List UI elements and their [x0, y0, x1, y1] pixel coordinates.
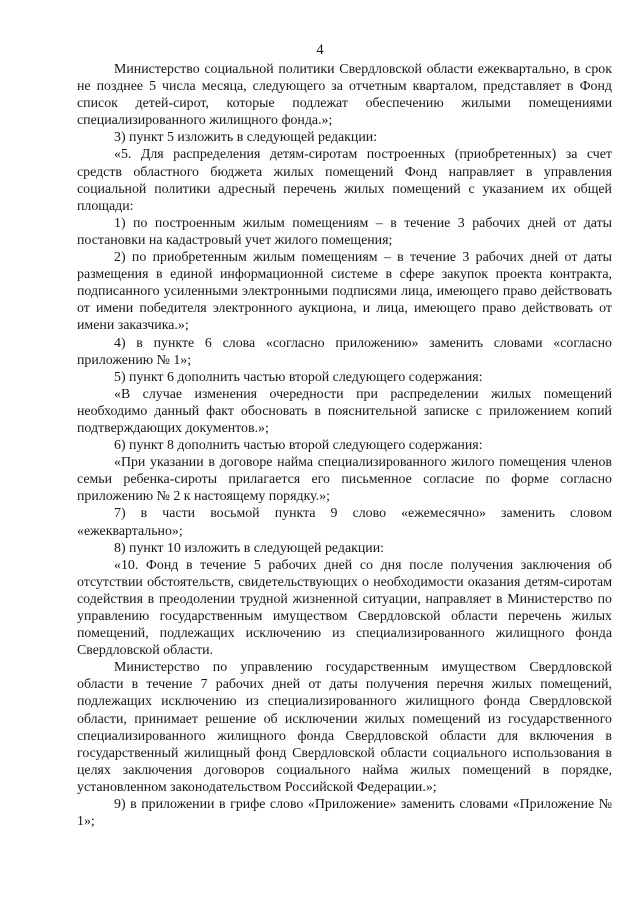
paragraph-item-4: 4) в пункте 6 слова «согласно приложению» заменить словами «согласно приложению № 1»; — [77, 335, 612, 368]
paragraph-item-5: 5) пункт 6 дополнить частью второй следующего содержания: — [114, 369, 483, 385]
document-body — [77, 61, 612, 830]
paragraph-item-9: 9) в приложении в грифе слово «Приложение» заменить словами «Приложение № 1»; — [77, 797, 612, 830]
paragraph-point-10: «10. Фонд в течение 5 рабочих дней со дня после получения заключения об отсутствии обстоятельств, свидетельствующих о необходимости оказания детям-сиротам содействия в преодолении трудной жизненной ситуации, направляет в Министерство по управлению государственным имуществом Свердловской области перечень жилых помещений, подлежащих исключению из специализированного жилищного фонда Свердловской области. — [77, 557, 612, 659]
paragraph-item-8: 8) пункт 10 изложить в следующей редакции: — [114, 540, 385, 556]
paragraph-ministry-list: Министерство социальной политики Свердловской области ежеквартально, в срок не позднее 5 числа месяца, следующего за отчетным кварталом, представляет в Фонд список детей-сирот, которые подлежат обеспечению жилыми помещениями специализированного жилищного фонда.»; — [77, 62, 612, 129]
paragraph-item-3: 3) пункт 5 изложить в следующей редакции: — [114, 130, 378, 146]
paragraph-point-8-addition: «При указании в договоре найма специализированного жилого помещения членов семьи ребенка-сироты прилагается его письменное согласие по форме согласно приложению № 2 к настоящему порядку.»; — [77, 455, 612, 505]
paragraph-point-10-part-2: Министерство по управлению государственным имуществом Свердловской области в течение 7 рабочих дней от даты получения перечня жилых помещений, подлежащих исключению из специализированного жилищного фонда Свердловской области, принимает решение об исключении жилых помещений из государственного специализированного жилищного фонда Свердловской области для включения в государственный жилищный фонд Свердловской области социального использования в целях заключения договоров социального найма жилых помещений в порядке, установленном законодательством Российской Федерации.»; — [77, 660, 612, 795]
paragraph-point-5-sub-1: 1) по построенным жилым помещениям – в течение 3 рабочих дней от даты постановки на кадастровый учет жилого помещения; — [77, 215, 612, 248]
paragraph-item-6: 6) пункт 8 дополнить частью второй следующего содержания: — [114, 438, 483, 454]
page-number: 4 — [316, 42, 324, 58]
paragraph-point-5-sub-2: 2) по приобретенным жилым помещениям – в течение 3 рабочих дней от даты размещения в единой информационной системе в сфере закупок проекта контракта, подписанного усиленными электронными подписями лица, имеющего право действовать от имени победителя электронного аукциона, и лица, имеющего право действовать от имени заказчика.»; — [77, 250, 612, 334]
paragraph-point-5: «5. Для распределения детям-сиротам построенных (приобретенных) за счет средств областного бюджета жилых помещений Фонд направляет в управления социальной политики адресный перечень жилых помещений с указанием их общей площади: — [77, 147, 612, 214]
paragraph-item-7: 7) в части восьмой пункта 9 слово «ежемесячно» заменить словом «ежеквартально»; — [77, 506, 612, 539]
paragraph-point-6-addition: «В случае изменения очередности при распределении жилых помещений необходимо данный факт обосновать в пояснительной записке с приложением копий подтверждающих документов.»; — [77, 386, 612, 436]
